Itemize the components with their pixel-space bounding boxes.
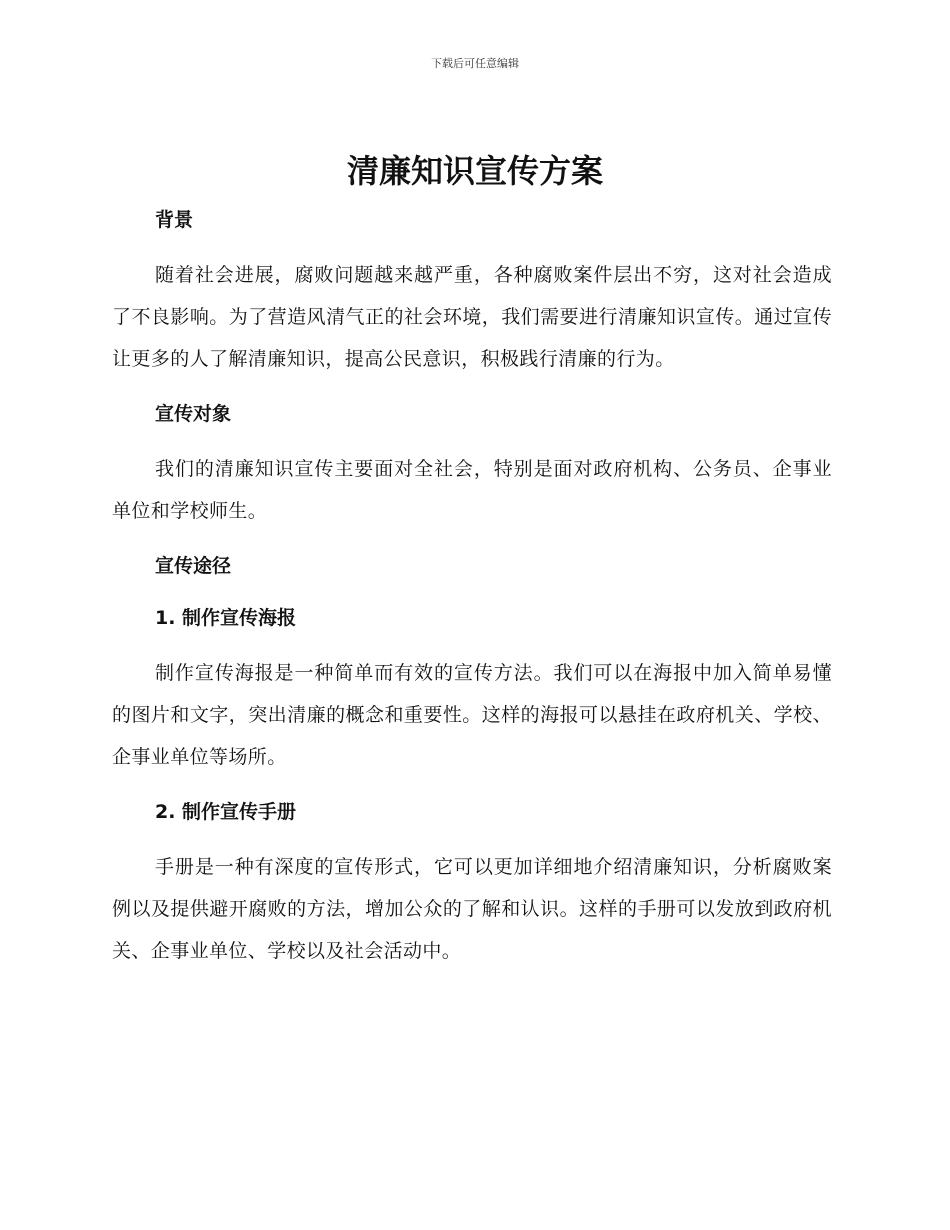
paragraph-audience: 我们的清廉知识宣传主要面对全社会，特别是面对政府机构、公务员、企事业单位和学校师生。 <box>112 458 832 522</box>
paragraph-background: 随着社会进展，腐败问题越来越严重，各种腐败案件层出不穷，这对社会造成了不良影响。为了营造风清气正的社会环境，我们需要进行清廉知识宣传。通过宣传让更多的人了解清廉知识，提高公民意识，积极践行清廉的行为。 <box>112 264 832 370</box>
header-note: 下载后可任意编辑 <box>431 57 519 70</box>
paragraph-handbook: 手册是一种有深度的宣传形式，它可以更加详细地介绍清廉知识，分析腐败案例以及提供避开腐败的方法，增加公众的了解和认识。这样的手册可以发放到政府机关、企事业单位、学校以及社会活动中。 <box>112 856 832 962</box>
section-heading-handbook: 2. 制作宣传手册 <box>155 801 297 823</box>
section-heading-poster: 1. 制作宣传海报 <box>155 607 297 629</box>
section-heading-audience: 宣传对象 <box>155 403 232 425</box>
document-body <box>112 202 832 972</box>
section-heading-channels: 宣传途径 <box>155 555 232 577</box>
document-title: 清廉知识宣传方案 <box>346 152 603 190</box>
section-heading-background: 背景 <box>155 209 194 231</box>
paragraph-poster: 制作宣传海报是一种简单而有效的宣传方法。我们可以在海报中加入简单易懂的图片和文字，突出清廉的概念和重要性。这样的海报可以悬挂在政府机关、学校、企事业单位等场所。 <box>112 662 832 768</box>
